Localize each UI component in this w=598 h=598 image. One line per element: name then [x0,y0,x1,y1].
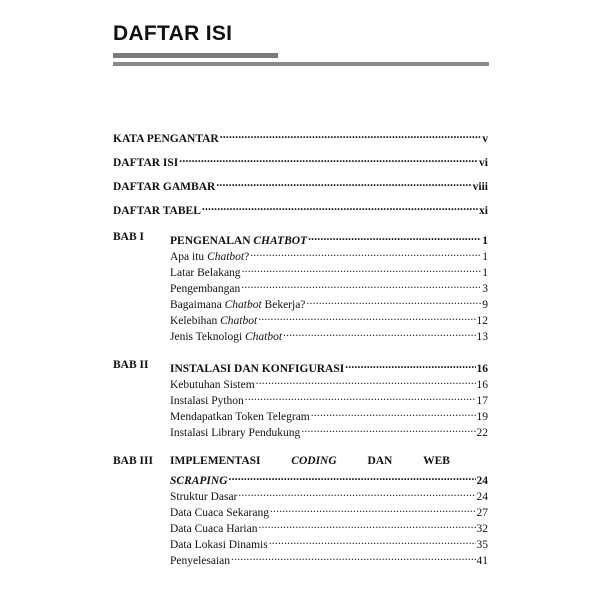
toc-page-number: 24 [476,475,488,487]
chapter-number: BAB II [113,359,149,371]
toc-page-number: 16 [476,363,488,375]
toc-entry-label: Data Lokasi Dinamis [170,539,268,551]
leader-dots [256,374,476,388]
toc-entry-label: Latar Belakang [170,267,241,279]
toc-entry-label: Struktur Dasar [170,491,238,503]
chapter-title-word: IMPLEMENTASI [170,455,261,467]
leader-dots [269,534,476,548]
toc-page-number: 17 [476,395,488,407]
page-title: DAFTAR ISI [113,22,233,45]
toc-page-number: 24 [476,491,488,503]
leader-dots [245,390,476,404]
title-rule-long [113,62,489,66]
leader-dots [311,406,476,420]
toc-entry-daftar-isi[interactable] [113,152,488,170]
leader-dots [202,200,478,214]
chapter-number: BAB III [113,455,153,467]
toc-page-number: 13 [476,331,488,343]
toc-entry-label: Bagaimana Chatbot Bekerja? [170,299,306,311]
leader-dots [220,128,482,142]
toc-page-number: 9 [482,299,488,311]
toc-page-number: vi [479,157,488,169]
toc-page-number: 1 [482,251,488,263]
leader-dots [306,294,481,308]
leader-dots [270,502,476,516]
toc-entry-label: KATA PENGANTAR [113,133,219,145]
toc-entry-label: Kelebihan Chatbot [170,315,258,327]
toc-entry-label: Apa itu Chatbot? [170,251,250,263]
leader-dots [250,246,481,260]
toc-entry-label: Mendapatkan Token Telegram [170,411,310,423]
leader-dots [231,550,475,564]
toc-entry-kata-pengantar[interactable] [113,128,488,146]
leader-dots [308,230,481,244]
leader-dots [258,310,475,324]
leader-dots [283,326,475,340]
toc-entry-label: DAFTAR TABEL [113,205,201,217]
toc-entry-label: Data Cuaca Harian [170,523,258,535]
toc-page-number: 32 [476,523,488,535]
chapter-title-line-1[interactable] [170,454,450,468]
toc-page-number: 22 [476,427,488,439]
leader-dots [229,470,476,484]
chapter-title-word: WEB [423,455,450,467]
toc-page-number: 12 [476,315,488,327]
toc-page-number: 41 [476,555,488,567]
toc-entry-label: Kebutuhan Sistem [170,379,255,391]
toc-page-number: 27 [476,507,488,519]
toc-page-number: 35 [476,539,488,551]
toc-entry-label: Jenis Teknologi Chatbot [170,331,283,343]
chapter-title-line-2: SCRAPING [170,475,228,487]
toc-subentry[interactable] [170,422,488,440]
toc-entry-label: DAFTAR ISI [113,157,179,169]
leader-dots [301,422,475,436]
toc-entry-label: Instalasi Library Pendukung [170,427,301,439]
title-rule-short [113,53,278,58]
toc-page-number: 19 [476,411,488,423]
leader-dots [179,152,478,166]
toc-page-number: 1 [482,267,488,279]
chapter-title-word: CODING [291,455,337,467]
toc-entry-label: DAFTAR GAMBAR [113,181,216,193]
toc-page-number: 16 [476,379,488,391]
toc-entry-label: Pengembangan [170,283,241,295]
chapter-title-word: DAN [367,455,393,467]
toc-entry-daftar-gambar[interactable] [113,176,488,194]
toc-subentry[interactable] [170,326,488,344]
toc-page-number: viii [472,181,488,193]
toc-page-number: v [482,133,488,145]
toc-entry-label: Penyelesaian [170,555,231,567]
toc-entry-label: Data Cuaca Sekarang [170,507,269,519]
leader-dots [238,486,475,500]
toc-page-number: xi [479,205,488,217]
leader-dots [241,278,481,292]
toc-entry-label: Instalasi Python [170,395,244,407]
toc-page-number: 1 [482,235,488,247]
leader-dots [258,518,475,532]
toc-subentry[interactable] [170,550,488,568]
chapter-title: INSTALASI DAN KONFIGURASI [170,363,345,375]
chapter-number: BAB I [113,231,144,243]
leader-dots [345,358,475,372]
leader-dots [242,262,482,276]
leader-dots [216,176,471,190]
toc-page-number: 3 [482,283,488,295]
chapter-title: PENGENALAN CHATBOT [170,235,308,247]
toc-entry-daftar-tabel[interactable] [113,200,488,218]
